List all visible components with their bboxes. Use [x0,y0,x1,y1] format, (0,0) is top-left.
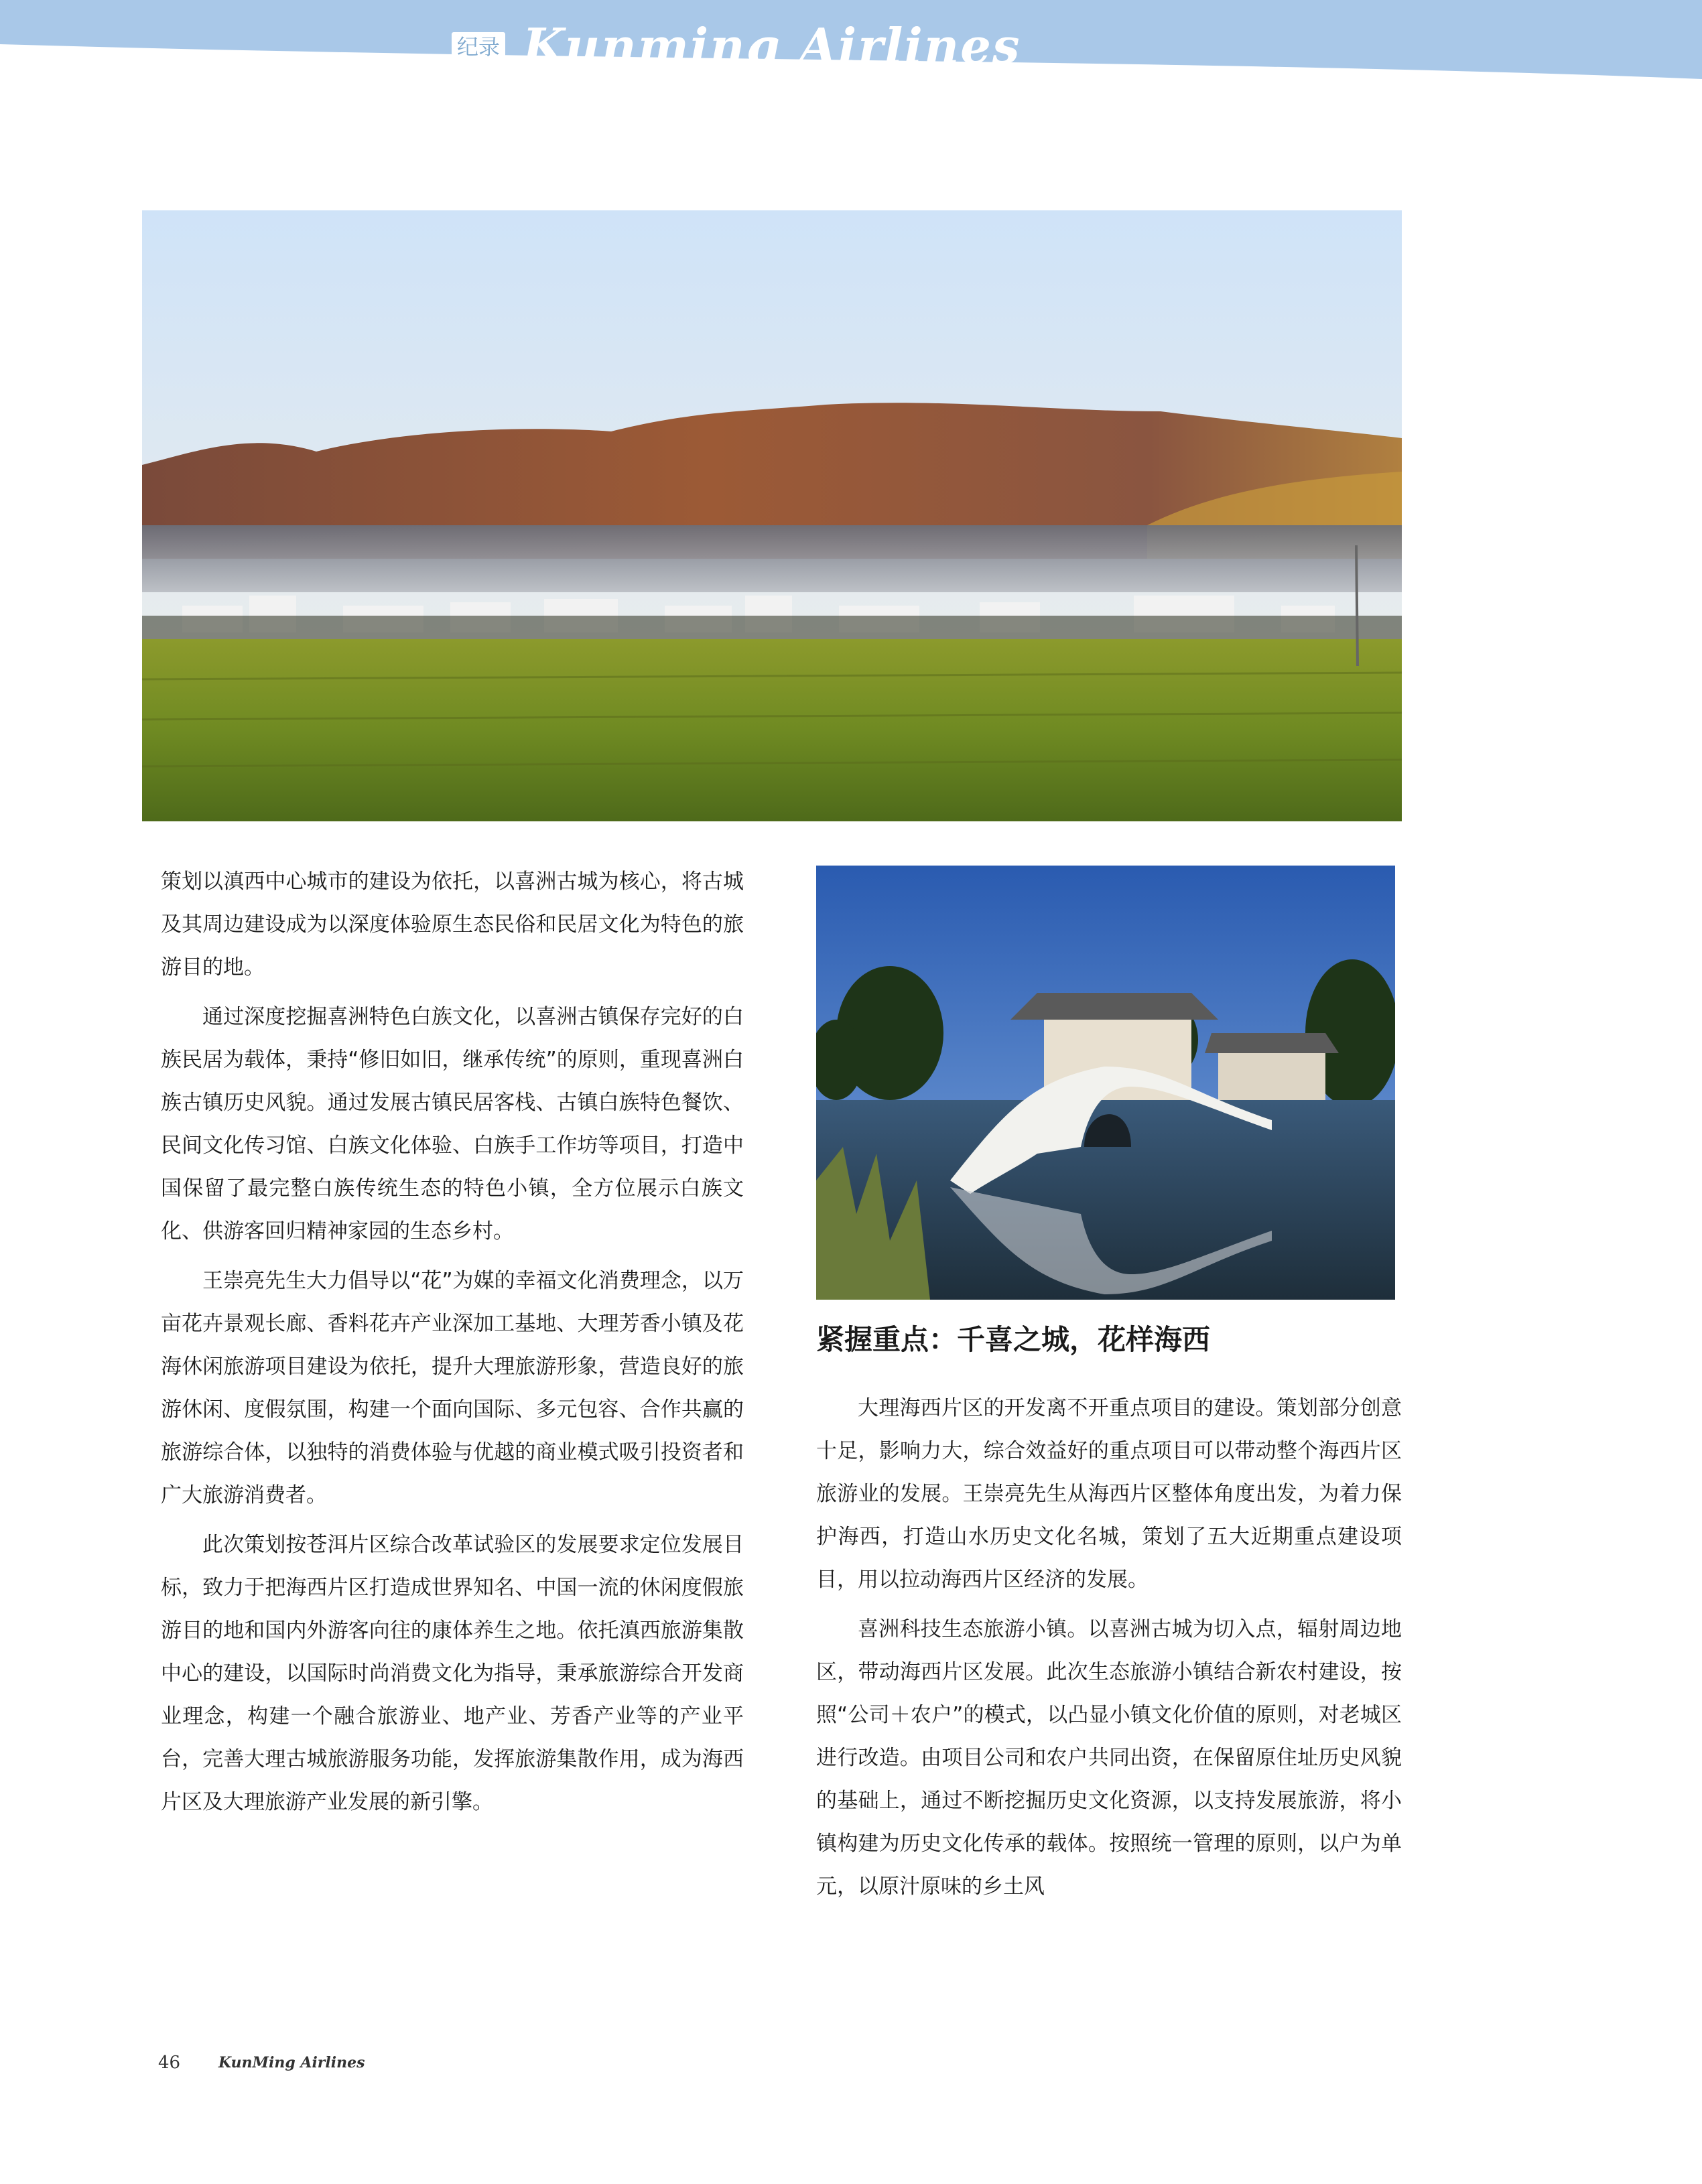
paragraph: 通过深度挖掘喜洲特色白族文化，以喜洲古镇保存完好的白族民居为载体，秉持“修旧如旧，继承传统”的原则，重现喜洲白族古镇历史风貌。通过发展古镇民居客栈、古镇白族特色餐饮、民间文化传习馆、白族文化体验、白族手工作坊等项目，打造中国保留了最完整白族传统生态的特色小镇，全方位展示白族文化、供游客回归精神家园的生态乡村。 [161,1005,744,1243]
paragraph: 大理海西片区的开发离不开重点项目的建设。策划部分创意十足，影响力大，综合效益好的重点项目可以带动整个海西片区旅游业的发展。王崇亮先生从海西片区整体角度出发，为着力保护海西，打造山水历史文化名城，策划了五大近期重点建设项目，用以拉动海西片区经济的发展。 [816,1396,1402,1592]
paragraph: 喜洲科技生态旅游小镇。以喜洲古城为切入点，辐射周边地区，带动海西片区发展。此次生态旅游小镇结合新农村建设，按照“公司＋农户”的模式，以凸显小镇文化价值的原则，对老城区进行改造。由项目公司和农户共同出资，在保留原住址历史风貌的基础上，通过不断挖掘历史文化资源，以支持发展旅游，将小镇构建为历史文化传承的载体。按照统一管理的原则，以户为单元，以原汁原味的乡土风 [816,1617,1402,1899]
left-column [161,860,744,1830]
paragraph: 此次策划按苍洱片区综合改革试验区的发展要求定位发展目标，致力于把海西片区打造成世界知名、中国一流的休闲度假旅游目的地和国内外游客向往的康体养生之地。依托滇西旅游集散中心的建设，以国际时尚消费文化为指导，秉承旅游综合开发商业理念，构建一个融合旅游业、地产业、芳香产业等的产业平台，完善大理古城旅游服务功能，发挥旅游集散作用，成为海西片区及大理旅游产业发展的新引擎。 [161,1533,744,1814]
header-brand: Kunming Airlines [523,17,1021,74]
arch-bridge-photo [816,866,1395,1300]
paragraph: 王崇亮先生大力倡导以“花”为媒的幸福文化消费理念，以万亩花卉景观长廊、香料花卉产业深加工基地、大理芳香小镇及花海休闲旅游项目建设为依托，提升大理旅游形象，营造良好的旅游休闲、度假氛围，构建一个面向国际、多元包容、合作共赢的旅游综合体，以独特的消费体验与优越的商业模式吸引投资者和广大旅游消费者。 [161,1269,744,1507]
landscape-photo [142,210,1402,821]
paragraph: 策划以滇西中心城市的建设为依托，以喜洲古城为核心，将古城及其周边建设成为以深度体验原生态民俗和民居文化为特色的旅游目的地。 [161,870,744,979]
section-label: 纪录 [452,32,505,62]
section-heading: 紧握重点：千喜之城，花样海西 [816,1323,1211,1356]
page-number: 46 [158,2053,181,2073]
footer-brand: KunMing Airlines [218,2054,365,2071]
right-column [816,1387,1402,1915]
